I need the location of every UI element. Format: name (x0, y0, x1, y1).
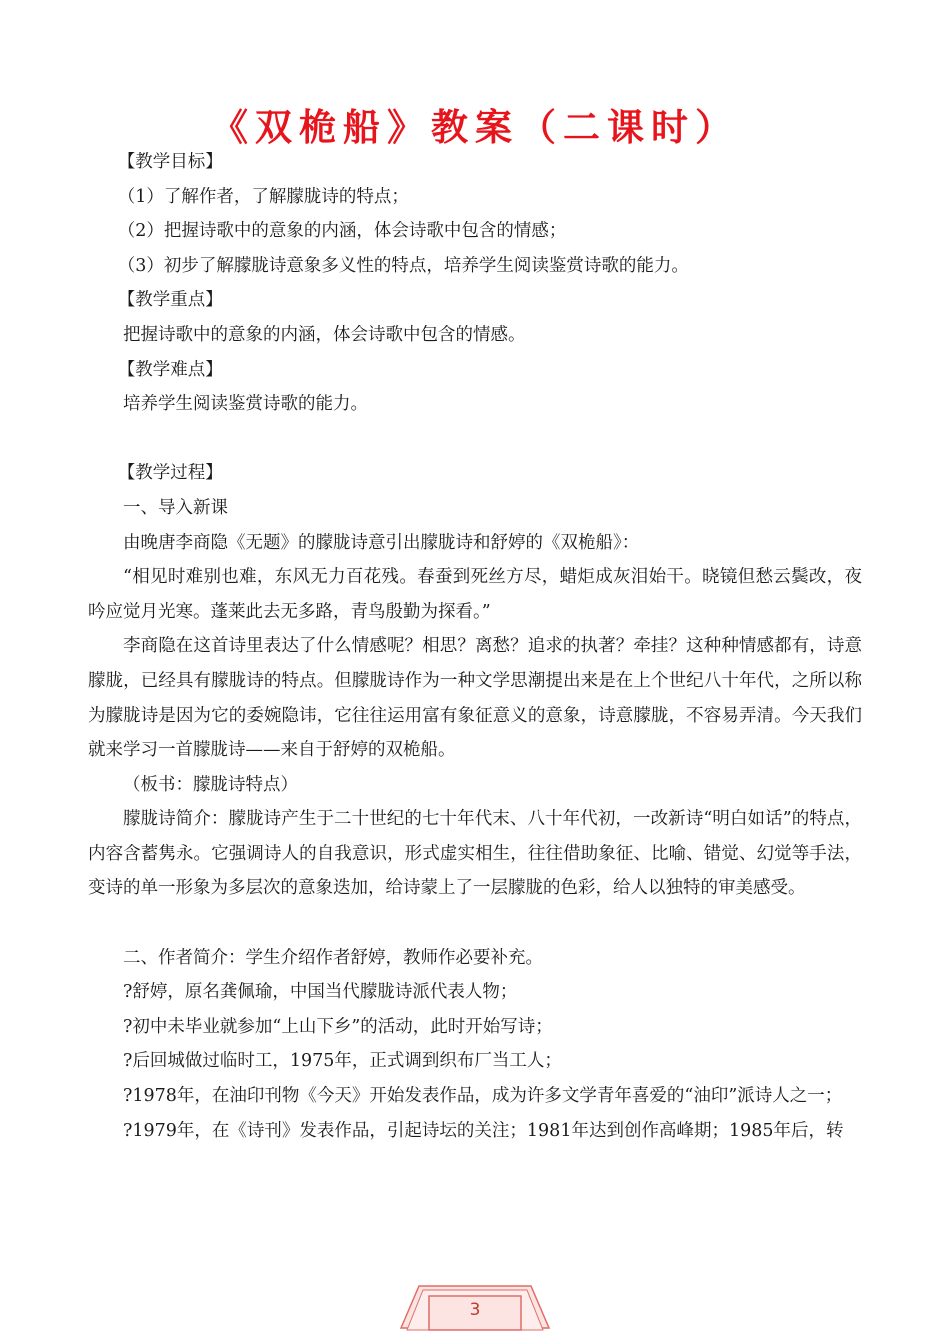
poem-quote: “相见时难别也难，东风无力百花残。春蚕到死丝方尽，蜡炬成灰泪始干。晓镜但愁云鬓改，夜吟应觉月光寒。蓬莱此去无多路，青鸟殷勤为探看。” (88, 567, 862, 622)
author-bullet: ?舒婷，原名龚佩瑜，中国当代朦胧诗派代表人物； (123, 982, 518, 1003)
misty-poetry-intro: 朦胧诗简介：朦胧诗产生于二十世纪的七十年代末、八十年代初，一改新诗“明白如话”的特点，内容含蓄隽永。它强调诗人的自我意识，形式虚实相生，往往借助象征、比喻、错觉、幻觉等手法，变诗的单一形象为多层次的意象迭加，给诗蒙上了一层朦胧的色彩，给人以独特的审美感受。 (88, 809, 862, 899)
author-bullet: ?初中未毕业就参加“上山下乡”的活动，此时开始写诗； (123, 1016, 553, 1037)
document-body (88, 145, 862, 1148)
page-footer (393, 1276, 557, 1334)
heading-teaching-goals: 【教学目标】 (117, 152, 223, 172)
difficulties-text: 培养学生阅读鉴赏诗歌的能力。 (123, 394, 368, 415)
heading-difficulties: 【教学难点】 (117, 359, 223, 380)
section-intro-heading: 一、导入新课 (123, 497, 228, 518)
poem-analysis-paragraph: 李商隐在这首诗里表达了什么情感呢？相思？离愁？追求的执著？牵挂？这种种情感都有，诗意朦胧，已经具有朦胧诗的特点。但朦胧诗作为一种文学思潮提出来是在上个世纪八十年代，之所以称为朦胧诗是因为它的委婉隐讳，它往往运用富有象征意义的意象，诗意朦胧，不容易弄清。今天我们就来学习一首朦胧诗——来自于舒婷的双桅船。 (88, 636, 862, 761)
goal-item-3: （3）初步了解朦胧诗意象多义性的特点，培养学生阅读鉴赏诗歌的能力。 (117, 255, 689, 276)
page-number: 3 (469, 1300, 481, 1320)
goal-item-2: （2）把握诗歌中的意象的内涵，体会诗歌中包含的情感； (117, 221, 567, 242)
author-bullet: ?1978年，在油印刊物《今天》开始发表作品，成为许多文学青年喜爱的“油印”派诗人之一； (123, 1086, 843, 1107)
author-bullet: ?1979年，在《诗刊》发表作品，引起诗坛的关注；1981年达到创作高峰期；1985年后，转 (123, 1120, 844, 1141)
key-points-text: 把握诗歌中的意象的内涵，体会诗歌中包含的情感。 (123, 324, 526, 345)
goal-item-1: （1）了解作者，了解朦胧诗的特点； (117, 186, 409, 207)
board-note: （板书：朦胧诗特点） (123, 774, 298, 795)
blank-line (88, 422, 862, 457)
author-bullet: ?后回城做过临时工，1975年，正式调到织布厂当工人； (123, 1051, 562, 1072)
heading-key-points: 【教学重点】 (117, 290, 223, 311)
heading-teaching-process: 【教学过程】 (117, 463, 223, 484)
intro-paragraph: 由晚唐李商隐《无题》的朦胧诗意引出朦胧诗和舒婷的《双桅船》： (123, 532, 640, 553)
blank-line (88, 906, 862, 941)
document-title: 《双桅船》教案（二课时） (211, 106, 739, 149)
section-author-heading: 二、作者简介：学生介绍作者舒婷，教师作必要补充。 (123, 947, 543, 968)
